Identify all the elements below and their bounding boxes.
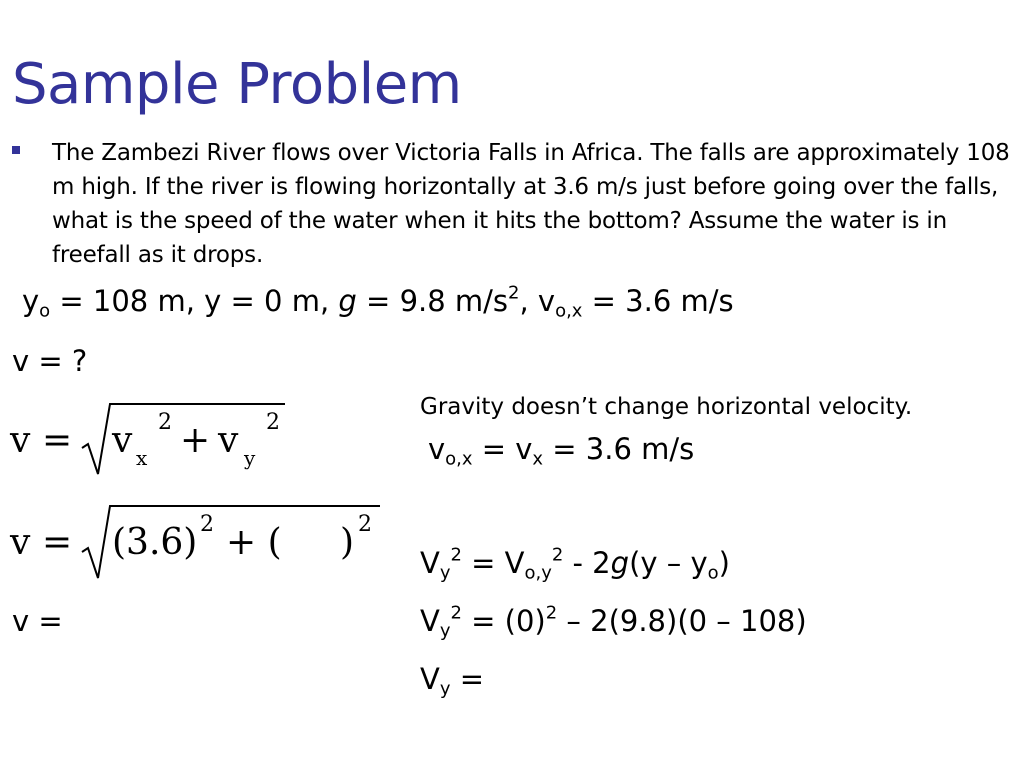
vy2-sub-y: y <box>439 620 451 642</box>
vy2-sup-2a: 2 <box>450 602 462 624</box>
vy1-mid: = V <box>461 546 525 580</box>
formula1-vy: v <box>218 420 239 461</box>
unknown-line: v = ? <box>12 344 88 378</box>
vy2-mid: = (0) <box>461 604 546 638</box>
vx-sub-x: x <box>532 448 544 470</box>
formula2-v: v <box>10 522 31 563</box>
vy-equation-1 <box>420 544 730 584</box>
vy1-sub-o: o <box>707 562 719 584</box>
page-title: Sample Problem <box>12 52 462 117</box>
vy1-V: V <box>420 546 440 580</box>
vy-equation-3 <box>420 662 485 700</box>
horizontal-velocity-note: Gravity doesn’t change horizontal velocity. <box>420 394 913 420</box>
vy2-tail: – 2(9.8)(0 – 108) <box>557 604 807 638</box>
givens-sup-2: 2 <box>508 282 520 304</box>
formula2-close-paren: ) <box>340 522 355 563</box>
formula1-v: v <box>10 420 31 461</box>
formula2-equals: = <box>42 522 73 563</box>
vy1-tail: - 2 <box>563 546 611 580</box>
formula1-plus: + <box>180 420 211 461</box>
formula2-paren-3-6: (3.6) <box>112 522 198 563</box>
givens-vox-eq: = 3.6 m/s <box>582 284 734 318</box>
vy1-g: g <box>610 546 630 580</box>
vx-v: v <box>428 432 446 466</box>
vx-line <box>428 432 695 470</box>
givens-g-eq: = 9.8 m/s <box>356 284 509 318</box>
vy1-sup-2b: 2 <box>551 544 564 566</box>
vy-equation-2 <box>420 602 807 642</box>
formula2-plus-open: + ( <box>226 522 282 563</box>
vx-mid: = v <box>472 432 533 466</box>
vx-tail: = 3.6 m/s <box>543 432 695 466</box>
bullet-icon <box>12 146 20 154</box>
givens-sub-ox: o,x <box>555 300 583 322</box>
formula1-sup-2b: 2 <box>266 410 280 435</box>
givens-g: g <box>338 284 357 318</box>
givens-y: y <box>22 284 40 318</box>
vy3-sub-y: y <box>439 678 451 700</box>
formula2-sup-2a: 2 <box>200 512 214 537</box>
formula1-equals: = <box>42 420 73 461</box>
vy1-end: ) <box>718 546 730 580</box>
formula1-vx: v <box>112 420 133 461</box>
givens-line <box>22 282 734 322</box>
formula1-sub-y: y <box>244 446 256 470</box>
vx-sub-ox: o,x <box>445 448 473 470</box>
vy1-sub-y: y <box>439 562 451 584</box>
formula1-sub-x: x <box>136 446 148 470</box>
givens-sub-o: o <box>39 300 51 322</box>
formula-substituted <box>0 500 390 590</box>
vy1-tail2: (y – y <box>629 546 708 580</box>
problem-statement: The Zambezi River flows over Victoria Falls in Africa. The falls are approximately 108 m high. If the river is flowing horizontally at 3.6 m/s just before going over the falls, what is the speed of the water when it hits the bottom? Assume the water is in freefall as it drops. <box>52 140 1010 268</box>
vy2-V: V <box>420 604 440 638</box>
vy3-V: V <box>420 662 440 696</box>
givens-yo-eq: = 108 m, y = 0 m, <box>50 284 339 318</box>
formula1-sup-2a: 2 <box>158 410 172 435</box>
vy2-sup-2b: 2 <box>545 602 558 624</box>
vy3-eq: = <box>450 662 485 696</box>
formula-pythagorean <box>0 398 300 488</box>
givens-comma-v: , v <box>519 284 556 318</box>
vy1-sup-2a: 2 <box>450 544 462 566</box>
v-answer: v = <box>12 604 63 638</box>
formula2-sup-2b: 2 <box>358 512 372 537</box>
vy1-sub-oy: o,y <box>524 562 552 584</box>
